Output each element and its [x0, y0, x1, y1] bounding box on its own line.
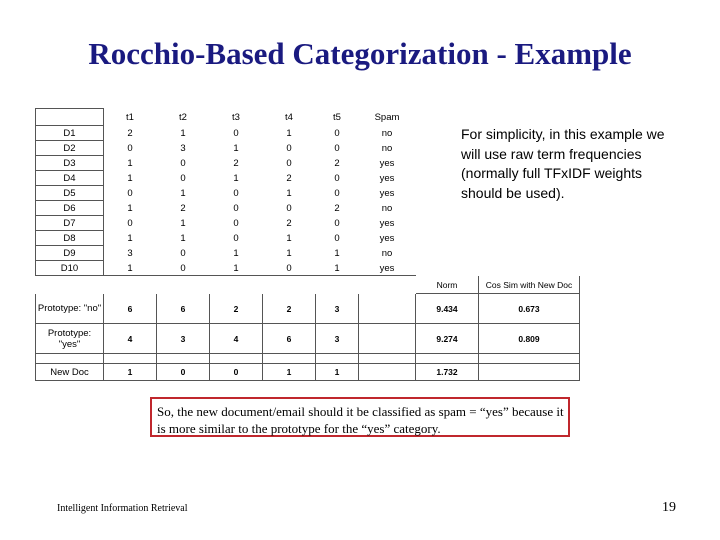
prototype-no-row	[36, 294, 580, 324]
blank-cell	[416, 109, 479, 126]
table-cell: 3	[316, 294, 359, 324]
table-cell: yes	[379, 217, 395, 229]
table-cell: 0	[334, 142, 340, 154]
table-cell: 0	[334, 127, 340, 139]
table-cell: 1	[316, 261, 359, 276]
norm-value: 9.274	[416, 324, 479, 354]
blank-cell	[263, 354, 316, 364]
table-cell: 6	[157, 294, 210, 324]
blank-cell	[416, 354, 479, 364]
table-cell: 1	[180, 187, 186, 199]
table-cell: 1	[263, 364, 316, 381]
table-cell: 1	[127, 232, 133, 244]
blank-cell	[359, 354, 416, 364]
table-cell: 2	[286, 172, 292, 184]
blank-cell	[359, 324, 416, 354]
table-cell: 0	[263, 261, 316, 276]
table-cell: 1	[286, 247, 292, 259]
cos-sim-value: 0.809	[479, 324, 580, 354]
table-cell: 2	[210, 294, 263, 324]
norm-value: 1.732	[416, 364, 479, 381]
table-cell: 1	[233, 247, 239, 259]
row-label: Prototype: "yes"	[36, 324, 104, 354]
table-row	[36, 231, 580, 246]
blank-cell	[359, 294, 416, 324]
blank-cell	[416, 246, 479, 261]
table-cell: 1	[180, 232, 186, 244]
header-row	[36, 109, 580, 126]
blank-cell	[316, 354, 359, 364]
cos-sim-value	[479, 364, 580, 381]
prototype-yes-row	[36, 324, 580, 354]
table-cell: 0	[334, 172, 340, 184]
table-cell: 2	[334, 157, 340, 169]
blank-cell	[416, 261, 479, 276]
table-cell: 0	[286, 202, 292, 214]
column-header: t5	[333, 111, 341, 123]
table-cell: no	[381, 142, 393, 154]
conclusion-box: So, the new document/email should it be classified as spam = “yes” because it is more similar to the prototype for the “yes” category.	[150, 397, 570, 437]
blank-cell	[36, 276, 416, 294]
cos-sim-header: Cos Sim with New Doc	[479, 276, 580, 294]
table-cell: 0	[127, 142, 133, 154]
table-row	[36, 216, 580, 231]
table-cell: 4	[104, 324, 157, 354]
table-cell: 3	[180, 142, 186, 154]
doc-label: D1	[36, 126, 104, 141]
table-cell: 0	[210, 364, 263, 381]
table-cell: 1	[104, 364, 157, 381]
table-cell: 1	[286, 232, 292, 244]
table-cell: 1	[334, 247, 340, 259]
page-number: 19	[662, 500, 676, 515]
table-cell: 1	[127, 202, 133, 214]
table-cell: 1	[286, 127, 292, 139]
table-cell: 6	[263, 324, 316, 354]
column-header: t4	[285, 111, 293, 123]
table-cell: yes	[359, 261, 416, 276]
table-cell: 0	[127, 187, 133, 199]
spacer-row	[36, 354, 580, 364]
table-cell: 0	[233, 187, 239, 199]
blank-cell	[479, 246, 580, 261]
blank-cell	[157, 354, 210, 364]
table-cell: 3	[316, 324, 359, 354]
doc-label: D7	[36, 216, 104, 231]
blank-cell	[479, 261, 580, 276]
table-cell: 0	[233, 127, 239, 139]
table-cell: no	[381, 202, 393, 214]
table-cell: 3	[157, 324, 210, 354]
column-header: Spam	[374, 111, 400, 123]
table-cell: no	[381, 127, 393, 139]
table-cell: 0	[334, 217, 340, 229]
column-header: t2	[179, 111, 187, 123]
table-cell: 0	[233, 217, 239, 229]
doc-label: D2	[36, 141, 104, 156]
footer-text: Intelligent Information Retrieval	[57, 503, 188, 514]
table-cell: yes	[379, 232, 395, 244]
blank-cell	[479, 216, 580, 231]
table-cell: yes	[379, 172, 395, 184]
table-cell: yes	[379, 157, 395, 169]
table-cell: 1	[286, 187, 292, 199]
norm-value: 9.434	[416, 294, 479, 324]
table-cell: 2	[127, 127, 133, 139]
doc-label: D5	[36, 186, 104, 201]
note-text: For simplicity, in this example we will use raw term frequencies (normally full TFxIDF weights should be used).	[461, 126, 665, 201]
table-cell: 0	[127, 217, 133, 229]
table-cell: 0	[180, 247, 186, 259]
doc-label: D3	[36, 156, 104, 171]
table-cell: 0	[334, 187, 340, 199]
table-cell: 1	[210, 261, 263, 276]
blank-cell	[359, 364, 416, 381]
table-cell: 1	[180, 127, 186, 139]
doc-label: D6	[36, 201, 104, 216]
row-label: Prototype: "no"	[36, 294, 104, 324]
column-header: t1	[126, 111, 134, 123]
doc-label: D8	[36, 231, 104, 246]
table-cell: 2	[180, 202, 186, 214]
blank-cell	[479, 231, 580, 246]
table-cell: 0	[180, 157, 186, 169]
summary-header-row	[36, 276, 580, 294]
table-cell: yes	[379, 187, 395, 199]
table-cell: 1	[316, 364, 359, 381]
table-cell: 1	[104, 261, 157, 276]
table-cell: 1	[127, 157, 133, 169]
doc-label: D9	[36, 246, 104, 261]
table-cell: 4	[210, 324, 263, 354]
table-cell: 0	[180, 172, 186, 184]
doc-label: D10	[36, 261, 104, 276]
norm-header: Norm	[416, 276, 479, 294]
table-cell: 0	[157, 261, 210, 276]
table-cell: 2	[263, 294, 316, 324]
blank-cell	[36, 354, 104, 364]
table-cell: 0	[286, 142, 292, 154]
slide-title: Rocchio-Based Categorization - Example	[88, 36, 632, 71]
table-cell: 1	[127, 172, 133, 184]
row-label: New Doc	[36, 364, 104, 381]
table-cell: 1	[233, 142, 239, 154]
blank-cell	[210, 354, 263, 364]
blank-cell	[104, 354, 157, 364]
table-cell: 2	[233, 157, 239, 169]
table-cell: 3	[127, 247, 133, 259]
table-cell: 2	[334, 202, 340, 214]
corner-cell	[36, 109, 104, 126]
table-cell: 1	[233, 172, 239, 184]
table-cell: 1	[180, 217, 186, 229]
column-header: t3	[232, 111, 240, 123]
blank-cell	[416, 216, 479, 231]
blank-cell	[416, 231, 479, 246]
table-cell: 0	[233, 232, 239, 244]
doc-label: D4	[36, 171, 104, 186]
table-cell: 0	[157, 364, 210, 381]
blank-cell	[479, 354, 580, 364]
table-row	[36, 246, 580, 261]
table-cell: 0	[286, 157, 292, 169]
table-cell: no	[381, 247, 393, 259]
blank-cell	[479, 109, 580, 126]
table-row	[36, 261, 580, 276]
table-cell: 0	[233, 202, 239, 214]
table-cell: 2	[286, 217, 292, 229]
new-doc-row	[36, 364, 580, 381]
cos-sim-value: 0.673	[479, 294, 580, 324]
table-cell: 0	[334, 232, 340, 244]
table-cell: 6	[104, 294, 157, 324]
